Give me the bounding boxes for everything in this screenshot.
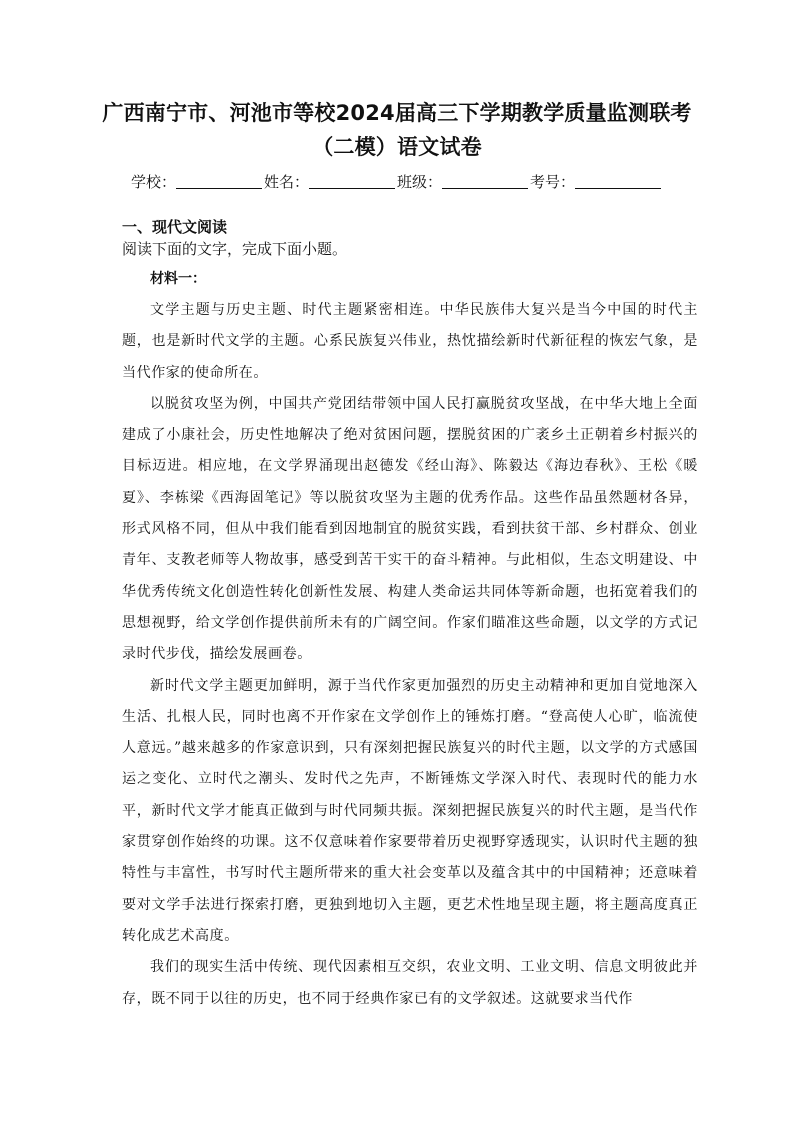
material-label: 材料一： bbox=[150, 271, 206, 287]
document-title: 广西南宁市、河池市等校2024届高三下学期教学质量监测联考（二模）语文试卷 bbox=[102, 101, 692, 159]
student-info-line bbox=[92, 170, 702, 194]
exam-number-blank[interactable] bbox=[575, 174, 661, 189]
section-heading: 一、现代文阅读 bbox=[122, 218, 228, 236]
school-field bbox=[131, 170, 264, 194]
paragraph-3: 新时代文学主题更加鲜明，源于当代作家更加强烈的历史主动精神和更加自觉地深入生活、扎根人民，同时也离不开作家在文学创作上的锤炼打磨。“登高使人心旷，临流使人意远。”越来越多的作家意识到，只有深刻把握民族复兴的时代主题，以文学的方式感国运之变化、立时代之潮头、发时代之先声，不断锤炼文学深入时代、表现时代的能力水平，新时代文学才能真正做到与时代同频共振。深刻把握民族复兴的时代主题，是当代作家贯穿创作始终的功课。这不仅意味着作家要带着历史视野穿透现实，认识时代主题的独特性与丰富性，书写时代主题所带来的重大社会变革以及蕴含其中的中国精神；还意味着要对文学手法进行探索打磨，更独到地切入主题，更艺术性地呈现主题，将主题高度真正转化成艺术高度。 bbox=[122, 677, 698, 944]
class-field bbox=[397, 170, 530, 194]
paragraph-4: 我们的现实生活中传统、现代因素相互交织，农业文明、工业文明、信息文明彼此并存，既不同于以往的历史，也不同于经典作家已有的文学叙述。这就要求当代作 bbox=[122, 959, 698, 1007]
school-blank[interactable] bbox=[176, 174, 262, 189]
name-field bbox=[264, 170, 397, 194]
exam-number-label: 考号： bbox=[530, 173, 576, 191]
reading-instruction: 阅读下面的文字，完成下面小题。 bbox=[122, 240, 348, 258]
name-blank[interactable] bbox=[309, 174, 395, 189]
paragraph-2: 以脱贫攻坚为例，中国共产党团结带领中国人民打赢脱贫攻坚战，在中华大地上全面建成了小康社会，历史性地解决了绝对贫困问题，摆脱贫困的广袤乡土正朝着乡村振兴的目标迈进。相应地，在文学界涌现出赵德发《经山海》、陈毅达《海边春秋》、王松《暖夏》、李栋梁《西海固笔记》等以脱贫攻坚为主题的优秀作品。这些作品虽然题材各异，形式风格不同，但从中我们能看到因地制宜的脱贫实践，看到扶贫干部、乡村群众、创业青年、支教老师等人物故事，感受到苦干实干的奋斗精神。与此相似，生态文明建设、中华优秀传统文化创造性转化创新性发展、构建人类命运共同体等新命题，也拓宽着我们的思想视野，给文学创作提供前所未有的广阔空间。作家们瞄准这些命题，以文学的方式记录时代步伐，描绘发展画卷。 bbox=[122, 395, 698, 663]
reading-material bbox=[92, 264, 702, 1015]
class-blank[interactable] bbox=[442, 174, 528, 189]
exam-number-field bbox=[530, 170, 663, 194]
class-label: 班级： bbox=[397, 173, 443, 191]
school-label: 学校： bbox=[130, 173, 176, 191]
paragraph-1: 文学主题与历史主题、时代主题紧密相连。中华民族伟大复兴是当今中国的时代主题，也是新时代文学的主题。心系民族复兴伟业，热忱描绘新时代新征程的恢宏气象，是当代作家的使命所在。 bbox=[122, 302, 698, 381]
name-label: 姓名： bbox=[263, 173, 309, 191]
